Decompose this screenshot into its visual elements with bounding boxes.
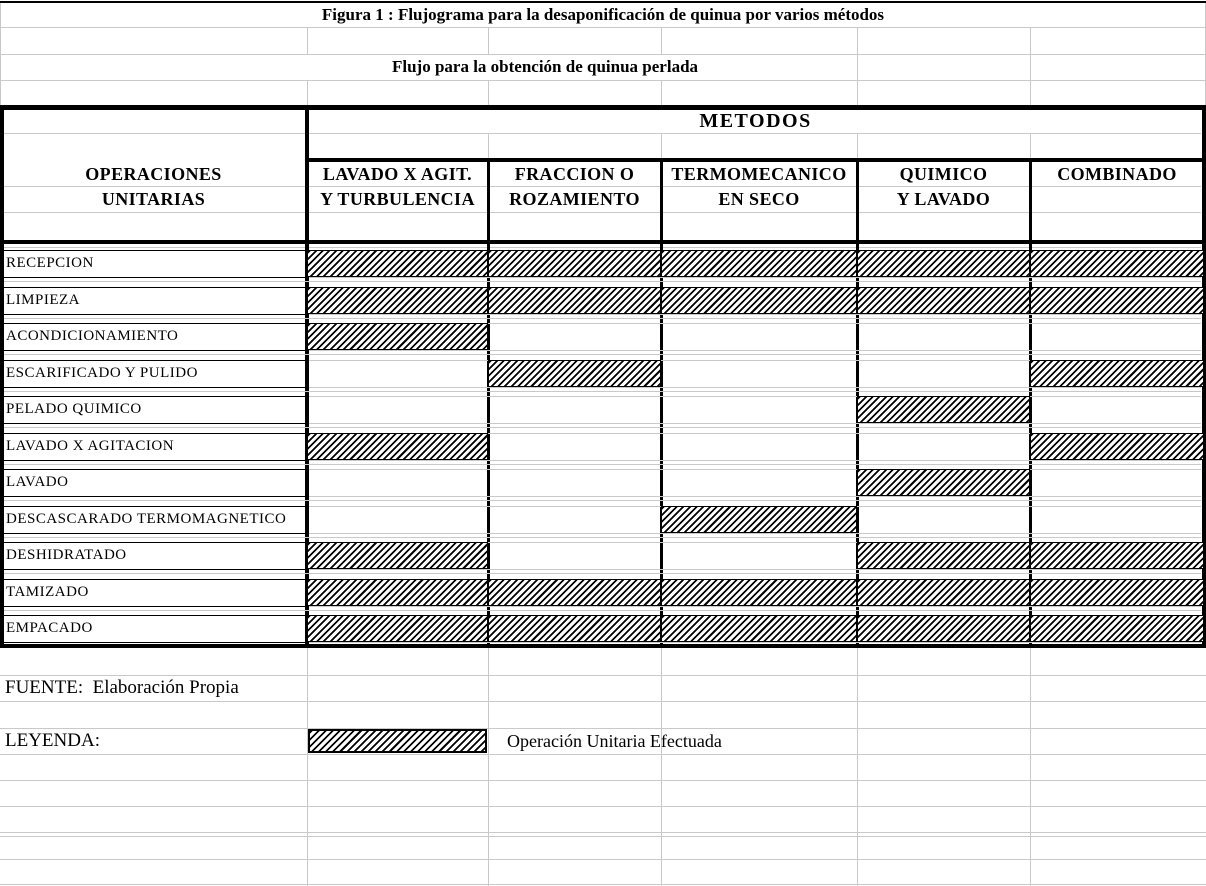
applied-operation-cell: [661, 250, 857, 277]
applied-operation-cell: [1030, 360, 1204, 387]
row-header-line1: OPERACIONES: [85, 163, 222, 184]
grid-line: [309, 423, 1201, 424]
grid-line: [661, 27, 662, 54]
source-note: FUENTE: Elaboración Propia: [5, 677, 239, 698]
grid-line: [309, 314, 1201, 315]
grid-line: [309, 496, 1201, 497]
applied-operation-cell: [1030, 615, 1204, 642]
label-cell-border: [4, 606, 305, 607]
grid-line: [1030, 133, 1031, 158]
figure-subtitle: Flujo para la obtención de quinua perlada: [391, 57, 699, 76]
grid-line: [309, 642, 1201, 643]
grid-line: [1030, 54, 1031, 80]
applied-operation-cell: [857, 396, 1030, 423]
label-cell-border: [4, 642, 305, 643]
grid-line: [0, 701, 1206, 702]
applied-operation-cell: [857, 250, 1030, 277]
label-cell-border: [4, 350, 305, 351]
column-separator: [660, 162, 663, 644]
column-header-line1: COMBINADO: [1057, 163, 1177, 184]
applied-operation-cell: [307, 287, 488, 314]
operation-label: DESHIDRATADO: [6, 547, 127, 563]
grid-line: [4, 500, 1201, 501]
grid-line: [857, 648, 858, 886]
legend-text: Operación Unitaria Efectuada: [507, 730, 722, 751]
grid-line: [0, 859, 1206, 860]
applied-operation-cell: [488, 615, 661, 642]
figure-title: Figura 1 : Flujograma para la desaponificación de quinua por varios métodos: [321, 5, 885, 24]
applied-operation-cell: [488, 579, 661, 606]
applied-operation-cell: [488, 287, 661, 314]
grid-line: [0, 832, 1206, 833]
label-cell-border: [4, 460, 305, 461]
grid-line: [661, 80, 662, 105]
grid-line: [309, 569, 1201, 570]
grid-line: [0, 80, 1206, 81]
grid-line: [307, 27, 308, 54]
legend-hatch-swatch: [308, 729, 487, 753]
applied-operation-cell: [661, 615, 857, 642]
column-header-line2: Y LAVADO: [896, 188, 991, 209]
label-cell-border: [4, 277, 305, 278]
column-header-line2: EN SECO: [718, 188, 800, 209]
label-cell-border: [4, 387, 305, 388]
applied-operation-cell: [661, 506, 857, 533]
grid-line: [309, 606, 1201, 607]
grid-line: [857, 27, 858, 54]
column-header-line2: Y TURBULENCIA: [320, 188, 475, 209]
grid-line: [0, 3, 1, 105]
label-cell-border: [4, 314, 305, 315]
grid-line: [309, 277, 1201, 278]
applied-operation-cell: [1030, 287, 1204, 314]
grid-line: [1030, 648, 1031, 886]
methods-group-header: METODOS: [699, 110, 812, 132]
operation-label: LAVADO X AGITACION: [6, 438, 175, 454]
grid-line: [4, 610, 1201, 611]
grid-line: [309, 460, 1201, 461]
row-header-line2: UNITARIAS: [101, 188, 206, 209]
grid-line: [309, 533, 1201, 534]
grid-line: [4, 318, 1201, 319]
applied-operation-cell: [1030, 579, 1204, 606]
label-cell-border: [4, 496, 305, 497]
applied-operation-cell: [857, 287, 1030, 314]
grid-line: [488, 27, 489, 54]
grid-line: [4, 464, 1201, 465]
applied-operation-cell: [661, 287, 857, 314]
grid-line: [488, 133, 489, 158]
column-header-line2: ROZAMIENTO: [509, 188, 640, 209]
sheet-top-border: [0, 1, 1206, 3]
grid-line: [0, 806, 1206, 807]
applied-operation-cell: [307, 433, 488, 460]
column-header-line1: FRACCION O: [514, 163, 635, 184]
label-cell-border: [4, 423, 305, 424]
grid-line: [0, 884, 1206, 885]
column-separator: [487, 162, 490, 644]
applied-operation-cell: [307, 250, 488, 277]
operation-label: TAMIZADO: [6, 584, 89, 600]
operation-label: LAVADO: [6, 474, 69, 490]
grid-line: [0, 54, 1206, 55]
grid-line: [0, 27, 1206, 28]
operation-label: DESCASCARADO TERMOMAGNETICO: [6, 511, 287, 527]
grid-line: [488, 80, 489, 105]
applied-operation-cell: [307, 323, 488, 350]
grid-line: [0, 780, 1206, 781]
grid-line: [661, 648, 662, 886]
table-border-bottom: [0, 644, 1206, 648]
operation-label: PELADO QUIMICO: [6, 401, 142, 417]
grid-line: [309, 469, 1201, 470]
operation-label: LIMPIEZA: [6, 292, 80, 308]
grid-line: [4, 281, 1201, 282]
table-border-top: [0, 105, 1206, 110]
applied-operation-cell: [857, 469, 1030, 496]
header-underline: [0, 240, 1206, 244]
column-header-line1: QUIMICO: [899, 163, 988, 184]
grid-line: [307, 80, 308, 105]
column-header-line1: TERMOMECANICO: [671, 163, 847, 184]
grid-line: [309, 387, 1201, 388]
label-cell-border: [4, 569, 305, 570]
legend-label: LEYENDA:: [5, 730, 100, 751]
grid-line: [307, 648, 308, 886]
applied-operation-cell: [488, 360, 661, 387]
grid-line: [857, 54, 858, 80]
applied-operation-cell: [307, 579, 488, 606]
column-header-line1: LAVADO X AGIT.: [322, 163, 473, 184]
grid-line: [857, 133, 858, 158]
grid-line: [1030, 80, 1031, 105]
applied-operation-cell: [488, 250, 661, 277]
grid-line: [0, 836, 1206, 837]
grid-line: [661, 133, 662, 158]
label-cell-border: [4, 533, 305, 534]
applied-operation-cell: [307, 542, 488, 569]
grid-line: [309, 350, 1201, 351]
applied-operation-cell: [661, 579, 857, 606]
operation-label: EMPACADO: [6, 620, 93, 636]
grid-line: [4, 354, 1201, 355]
operation-label: RECEPCION: [6, 255, 94, 271]
operation-label: ACONDICIONAMIENTO: [6, 328, 179, 344]
grid-line: [1030, 27, 1031, 54]
applied-operation-cell: [857, 615, 1030, 642]
grid-line: [857, 80, 858, 105]
grid-line: [4, 573, 1201, 574]
table-border-left: [0, 105, 4, 648]
applied-operation-cell: [1030, 542, 1204, 569]
grid-line: [0, 754, 1206, 755]
applied-operation-cell: [1030, 250, 1204, 277]
applied-operation-cell: [857, 542, 1030, 569]
applied-operation-cell: [307, 615, 488, 642]
grid-line: [4, 133, 1201, 134]
operation-label: ESCARIFICADO Y PULIDO: [6, 365, 198, 381]
grid-line: [4, 427, 1201, 428]
applied-operation-cell: [1030, 433, 1204, 460]
grid-line: [4, 247, 1201, 248]
grid-line: [488, 648, 489, 886]
grid-line: [4, 537, 1201, 538]
grid-line: [309, 396, 1201, 397]
grid-line: [4, 212, 1201, 213]
grid-line: [4, 391, 1201, 392]
applied-operation-cell: [857, 579, 1030, 606]
